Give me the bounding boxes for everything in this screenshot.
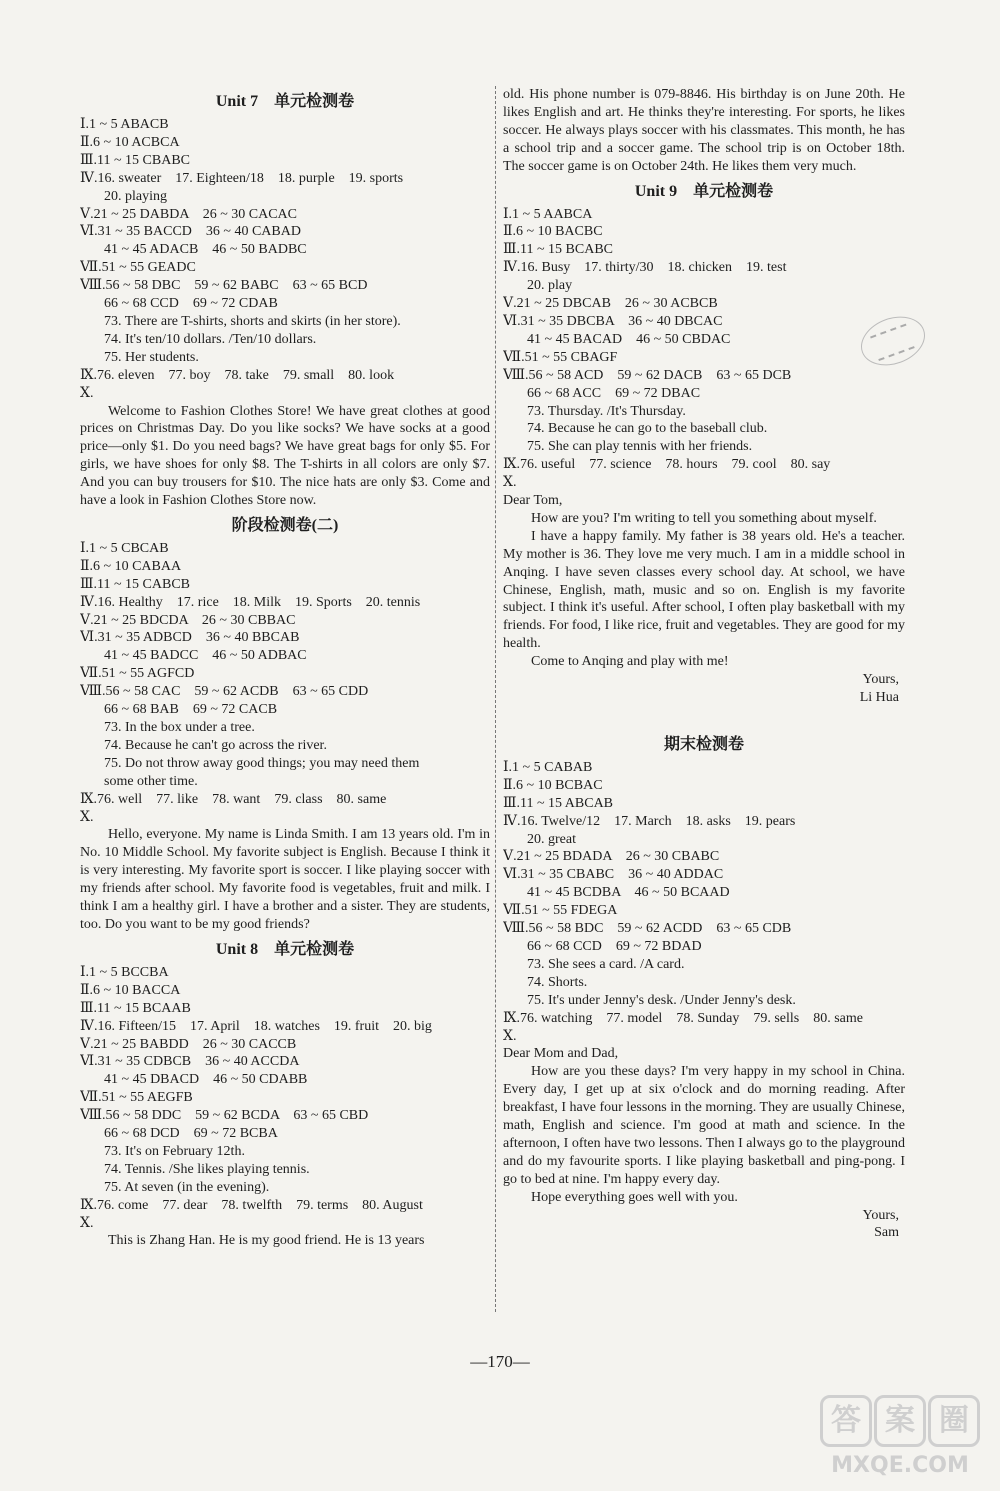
answer-line: Ⅰ.1 ~ 5 ABACB: [80, 117, 169, 132]
answer-line: 20. playing: [104, 188, 167, 204]
answer-line: 74. Because he can't go across the river.: [104, 737, 327, 753]
passage-paragraph: old. His phone number is 079-8846. His birthday is on June 20th. He likes English and art. He thinks they're interesting. For sports, he likes soccer. He always plays soccer with his classmates. This month, he has a school trip and a soccer game. The school trip is on October 18th. The soccer game is on October 24th. He likes them very much.: [503, 87, 905, 174]
answer-line: 20. great: [527, 831, 576, 847]
answer-line: 20. play: [527, 278, 573, 294]
passage-paragraph: Dear Mom and Dad,: [503, 1046, 619, 1062]
section-title: 期末检测卷: [663, 735, 744, 753]
answer-line: 66 ~ 68 CCD 69 ~ 72 BDAD: [527, 938, 702, 954]
answer-line: Ⅵ.31 ~ 35 DBCBA 36 ~ 40 DBCAC: [503, 313, 723, 329]
answer-line: 73. There are T-shirts, shorts and skirts (in her store).: [104, 313, 401, 329]
answer-line: Ⅴ.21 ~ 25 BDADA 26 ~ 30 CBABC: [503, 849, 720, 865]
answer-line: 41 ~ 45 BADCC 46 ~ 50 ADBAC: [104, 648, 307, 664]
answer-line: Ⅵ.31 ~ 35 BACCD 36 ~ 40 CABAD: [80, 224, 301, 240]
watermark-logo: [800, 1395, 1000, 1491]
answer-line: Ⅲ.11 ~ 15 CABCB: [80, 576, 191, 592]
answer-line: Ⅴ.21 ~ 25 BABDD 26 ~ 30 CACCB: [80, 1036, 297, 1052]
answer-line: 74. Tennis. /She likes playing tennis.: [104, 1161, 310, 1177]
answer-line: Ⅱ.6 ~ 10 BCBAC: [503, 777, 603, 793]
answer-line: 74. It's ten/10 dollars. /Ten/10 dollars.: [104, 331, 317, 347]
passage-paragraph: Come to Anqing and play with me!: [531, 654, 729, 670]
answer-line: Ⅷ.56 ~ 58 DBC 59 ~ 62 BABC 63 ~ 65 BCD: [80, 278, 368, 294]
answer-line: Ⅲ.11 ~ 15 BCAAB: [80, 1000, 191, 1016]
answer-line: Ⅴ.21 ~ 25 BDCDA 26 ~ 30 CBBAC: [80, 612, 296, 628]
answer-line: 73. It's on February 12th.: [104, 1143, 245, 1159]
answer-line: Ⅳ.16. sweater 17. Eighteen/18 18. purple 19. sports: [80, 170, 404, 186]
writing-passage: [503, 492, 905, 707]
section-title: Unit 7 单元检测卷: [215, 93, 355, 110]
passage-paragraph: Li Hua: [859, 690, 899, 705]
answer-line: Ⅶ.51 ~ 55 CBAGF: [503, 349, 618, 365]
watermark-url: MXQE.COM: [831, 1453, 969, 1478]
answer-line: Ⅷ.56 ~ 58 BDC 59 ~ 62 ACDD 63 ~ 65 CDB: [503, 921, 792, 937]
answer-line: Ⅹ.: [503, 1028, 517, 1044]
answer-line: Ⅰ.1 ~ 5 BCCBA: [80, 964, 169, 980]
answer-line: Ⅴ.21 ~ 25 DBCAB 26 ~ 30 ACBCB: [503, 296, 718, 312]
passage-paragraph: Dear Tom,: [503, 493, 563, 509]
passage-paragraph: I have a happy family. My father is 38 years old. He's a teacher. My mother is 36. They love me very much. I am in a middle school in Anqing. I have seven classes every school day. At school, we have Chinese, English, math, music and so on. English is my favorite subject. I think it's useful. After school, I often play basketball with my friends. For food, I like rice, fruit and vegetables. They are good for my health.: [503, 528, 905, 652]
answer-line: Ⅰ.1 ~ 5 CBCAB: [80, 540, 169, 556]
answer-line: 75. Her students.: [104, 349, 199, 365]
passage-paragraph: Yours,: [862, 1207, 899, 1223]
answer-line: 66 ~ 68 CCD 69 ~ 72 CDAB: [104, 296, 278, 312]
answer-line: Ⅹ.: [80, 385, 94, 401]
answer-line: Ⅳ.16. Busy 17. thirty/30 18. chicken 19. test: [503, 260, 787, 276]
writing-passage: [503, 86, 905, 176]
answer-line: Ⅶ.51 ~ 55 AGFCD: [80, 666, 195, 682]
answer-line: 41 ~ 45 DBACD 46 ~ 50 CDABB: [104, 1072, 308, 1088]
answer-line: 75. She can play tennis with her friends.: [527, 439, 753, 455]
answer-line: 41 ~ 45 ADACB 46 ~ 50 BADBC: [104, 242, 307, 258]
answer-line: 66 ~ 68 DCD 69 ~ 72 BCBA: [104, 1126, 278, 1142]
answer-line: 75. Do not throw away good things; you may need them: [104, 755, 420, 771]
answer-line: 74. Because he can go to the baseball club.: [527, 421, 768, 437]
right-column: [503, 86, 905, 1242]
answer-line: Ⅱ.6 ~ 10 BACCA: [80, 982, 181, 998]
writing-passage: [503, 1045, 905, 1242]
passage-paragraph: Yours,: [862, 672, 899, 688]
writing-passage: [80, 826, 490, 933]
passage-paragraph: This is Zhang Han. He is my good friend. He is 13 years: [108, 1233, 425, 1249]
answer-line: 73. Thursday. /It's Thursday.: [527, 403, 686, 419]
watermark-glyph: 案: [874, 1395, 926, 1447]
answer-line: Ⅵ.31 ~ 35 ADBCD 36 ~ 40 BBCAB: [80, 630, 300, 646]
answer-line: 75. At seven (in the evening).: [104, 1179, 270, 1195]
section-title: Unit 9 单元检测卷: [634, 182, 774, 200]
answer-line: Ⅱ.6 ~ 10 CABAA: [80, 558, 182, 574]
answer-line: Ⅳ.16. Twelve/12 17. March 18. asks 19. pears: [503, 813, 796, 829]
passage-paragraph: Hello, everyone. My name is Linda Smith. I am 13 years old. I'm in No. 10 Middle School. My favorite subject is English. Because I think it is very interesting. My favorite sport is soccer. I like playing soccer with my friends after school. My favorite food is vegetables, fruit and milk. I think I am a healthy girl. I have a brother and a sister. They are students, too. Do you want to be my good friends?: [80, 827, 490, 932]
answer-line: Ⅷ.56 ~ 58 ACD 59 ~ 62 DACB 63 ~ 65 DCB: [503, 367, 792, 383]
answer-line: Ⅷ.56 ~ 58 DDC 59 ~ 62 BCDA 63 ~ 65 CBD: [80, 1108, 369, 1124]
answer-line: Ⅰ.1 ~ 5 CABAB: [503, 759, 593, 775]
writing-passage: [80, 1232, 490, 1250]
passage-paragraph: How are you these days? I'm very happy in my school in China. Every day, I get up at six o'clock and do morning reading. After breakfast, I have four lessons in the morning. They are usually Chinese, math, English and science. I'm good at math and science. In the afternoon, I often have two lessons. Then I always go to the playground and do my favourite sports. I like playing basketball and ping-pong. I go to bed at nine. I'm happy every day.: [503, 1064, 905, 1187]
answer-line: Ⅸ.76. eleven 77. boy 78. take 79. small 80. look: [80, 367, 395, 383]
answer-line: Ⅱ.6 ~ 10 BACBC: [503, 224, 603, 240]
answer-line: Ⅳ.16. Healthy 17. rice 18. Milk 19. Sports 20. tennis: [80, 594, 421, 610]
passage-paragraph: Sam: [874, 1225, 899, 1241]
answer-line: Ⅰ.1 ~ 5 AABCA: [503, 206, 593, 222]
answer-line: 73. In the box under a tree.: [104, 720, 255, 735]
answer-line: Ⅸ.76. well 77. like 78. want 79. class 80. same: [80, 791, 387, 807]
passage-paragraph: How are you? I'm writing to tell you something about myself.: [531, 510, 877, 526]
writing-passage: [80, 403, 490, 510]
answer-line: Ⅱ.6 ~ 10 ACBCA: [80, 134, 180, 150]
watermark-glyph: 答: [820, 1395, 872, 1447]
watermark-glyphs: [800, 1395, 1000, 1447]
page-number: —170—: [470, 1352, 530, 1371]
answer-line: 66 ~ 68 BAB 69 ~ 72 CACB: [104, 702, 278, 718]
answer-line: 73. She sees a card. /A card.: [527, 956, 685, 972]
answer-line: Ⅲ.11 ~ 15 BCABC: [503, 242, 614, 258]
answer-line: Ⅴ.21 ~ 25 DABDA 26 ~ 30 CACAC: [80, 206, 297, 222]
answer-line: some other time.: [104, 773, 198, 789]
answer-line: Ⅳ.16. Fifteen/15 17. April 18. watches 19. fruit 20. big: [80, 1018, 432, 1034]
left-column: [80, 86, 490, 1250]
passage-paragraph: Hope everything goes well with you.: [531, 1189, 738, 1205]
answer-line: Ⅸ.76. useful 77. science 78. hours 79. cool 80. say: [503, 457, 831, 473]
answer-line: Ⅵ.31 ~ 35 CDBCB 36 ~ 40 ACCDA: [80, 1054, 300, 1070]
answer-line: Ⅵ.31 ~ 35 CBABC 36 ~ 40 ADDAC: [503, 867, 724, 883]
answer-line: 41 ~ 45 BCDBA 46 ~ 50 BCAAD: [527, 885, 730, 901]
column-divider: [495, 86, 496, 1312]
answer-line: Ⅶ.51 ~ 55 FDEGA: [503, 903, 618, 919]
answer-line: Ⅸ.76. come 77. dear 78. twelfth 79. terms 80. August: [80, 1197, 423, 1213]
section-title: Unit 8 单元检测卷: [215, 940, 355, 958]
answer-line: Ⅷ.56 ~ 58 CAC 59 ~ 62 ACDB 63 ~ 65 CDD: [80, 684, 369, 700]
answer-line: Ⅲ.11 ~ 15 CBABC: [80, 152, 191, 168]
answer-line: Ⅲ.11 ~ 15 ABCAB: [503, 795, 614, 811]
answer-line: Ⅸ.76. watching 77. model 78. Sunday 79. sells 80. same: [503, 1010, 863, 1026]
answer-line: 75. It's under Jenny's desk. /Under Jenny's desk.: [527, 992, 796, 1008]
answer-line: 41 ~ 45 BACAD 46 ~ 50 CBDAC: [527, 331, 731, 347]
answer-line: Ⅹ.: [503, 475, 517, 491]
watermark-glyph: 圈: [928, 1395, 980, 1447]
answer-line: Ⅹ.: [80, 1215, 94, 1231]
answer-line: Ⅹ.: [80, 809, 94, 825]
answer-line: 74. Shorts.: [527, 974, 588, 990]
passage-paragraph: Welcome to Fashion Clothes Store! We have great clothes at good prices on Christmas Day. Do you like socks? We have socks at a good price—only $1. Do you need bags? We have great bags for only $5. For girls, we have shoes for only $8. The T-shirts in all colors are only $7. And you can buy trousers for $10. The nice hats are only $3. Come and have a look in Fashion Clothes Store now.: [80, 403, 490, 509]
answer-line: Ⅶ.51 ~ 55 GEADC: [80, 260, 196, 276]
answer-line: Ⅶ.51 ~ 55 AEGFB: [80, 1090, 193, 1106]
answer-line: 66 ~ 68 ACC 69 ~ 72 DBAC: [527, 385, 701, 401]
section-title: 阶段检测卷(二): [231, 516, 339, 534]
